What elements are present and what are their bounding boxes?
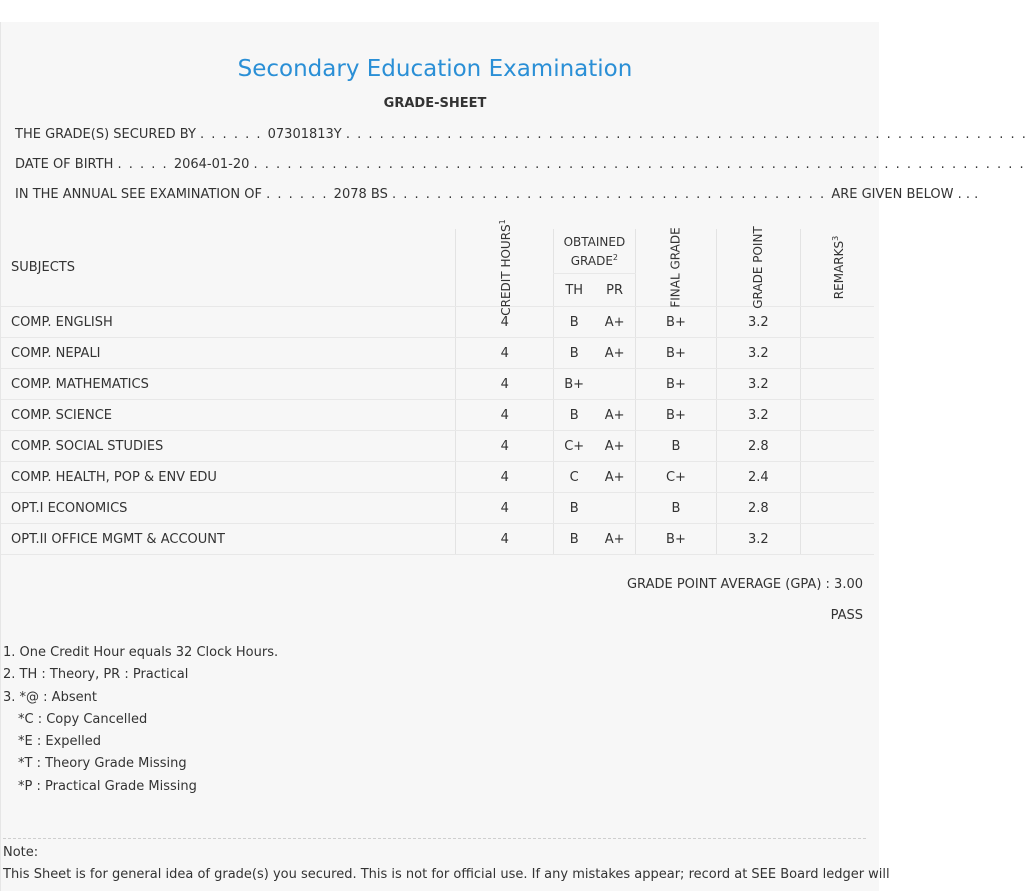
th-grade-cell: B+ — [553, 369, 594, 400]
remarks-cell — [800, 524, 874, 555]
subject-cell: COMP. MATHEMATICS — [1, 369, 456, 400]
grade-point-cell: 3.2 — [717, 524, 801, 555]
obtained-grade-header: OBTAINED GRADE$^2$ — [553, 229, 635, 274]
final-grade-cell: B+ — [635, 307, 716, 338]
grade-point-cell: 2.8 — [717, 431, 801, 462]
final-grade-header: FINAL GRADE — [635, 229, 716, 307]
table-row — [1, 493, 874, 524]
subject-cell: COMP. NEPALI — [1, 338, 456, 369]
th-grade-cell: B — [553, 493, 594, 524]
table-row — [1, 462, 874, 493]
grade-point-cell: 3.2 — [717, 369, 801, 400]
note-item: *E : Expelled — [18, 734, 101, 750]
subject-cell: COMP. SCIENCE — [1, 400, 456, 431]
note-item: *C : Copy Cancelled — [18, 711, 148, 727]
credit-cell: 4 — [456, 338, 554, 369]
th-grade-cell: C+ — [553, 431, 594, 462]
pr-grade-cell: A+ — [594, 431, 635, 462]
final-grade-cell: B — [635, 493, 716, 524]
pr-grade-cell: A+ — [594, 524, 635, 555]
th-grade-cell: C — [553, 462, 594, 493]
th-header: TH — [553, 274, 594, 307]
credit-cell: 4 — [456, 524, 554, 555]
subject-cell: COMP. ENGLISH — [1, 307, 456, 338]
credit-hours-header: CREDIT HOURS$^1$ — [456, 229, 554, 307]
gpa-value: 3.00 — [834, 577, 863, 592]
th-grade-cell: B — [553, 338, 594, 369]
subjects-header: SUBJECTS — [1, 229, 456, 307]
final-grade-cell: B+ — [635, 338, 716, 369]
note-item: *T : Theory Grade Missing — [18, 756, 187, 772]
grade-point-cell: 2.8 — [717, 493, 801, 524]
grade-point-cell: 3.2 — [717, 400, 801, 431]
dob-value: 2064-01-20 — [173, 157, 250, 172]
grade-point-cell: 3.2 — [717, 338, 801, 369]
secured-by-label: THE GRADE(S) SECURED BY — [15, 127, 196, 142]
footer-note-text: This Sheet is for general idea of grade(s) you secured. This is not for official use. If any mistakes appear; record at SEE Board ledger will — [3, 867, 890, 882]
credit-cell: 4 — [456, 307, 554, 338]
subject-cell: COMP. SOCIAL STUDIES — [1, 431, 456, 462]
grade-sheet — [0, 22, 1027, 891]
credit-cell: 4 — [456, 462, 554, 493]
dob-line: DATE OF BIRTH . . . . . 2064-01-20 . . . . . . . . . . . . . . . . . . . . . . . . . . . . . . . . . . . . . . . . . . . . . . . . . . . . . . . . . . . . . . . . . . . . . — [15, 157, 1026, 172]
subject-cell: COMP. HEALTH, POP & ENV EDU — [1, 462, 456, 493]
symbol-number: 07301813Y — [267, 127, 342, 142]
pr-grade-cell — [594, 493, 635, 524]
table-row — [1, 338, 874, 369]
pr-grade-cell: A+ — [594, 400, 635, 431]
final-grade-cell: B+ — [635, 369, 716, 400]
credit-cell: 4 — [456, 400, 554, 431]
grade-point-header: GRADE POINT — [717, 229, 801, 307]
credit-cell: 4 — [456, 493, 554, 524]
remarks-header: REMARKS$^3$ — [800, 229, 874, 307]
divider — [3, 838, 866, 839]
remarks-cell — [800, 462, 874, 493]
pr-grade-cell: A+ — [594, 338, 635, 369]
gpa-line — [627, 577, 863, 592]
secured-by-line: THE GRADE(S) SECURED BY . . . . . . 07301813Y . . . . . . . . . . . . . . . . . . . . . . . . . . . . . . . . . . . . . . . . . . . . . . . . . . . . . . . . . . . . . — [15, 127, 1027, 142]
pr-grade-cell: A+ — [594, 307, 635, 338]
final-grade-cell: B+ — [635, 524, 716, 555]
exam-line: IN THE ANNUAL SEE EXAMINATION OF . . . . . . 2078 BS . . . . . . . . . . . . . . . . . . . . . . . . . . . . . . . . . . . . . . . ARE GIVEN BELOW . . . — [15, 187, 979, 202]
exam-label: IN THE ANNUAL SEE EXAMINATION OF — [15, 187, 262, 202]
note-item: *P : Practical Grade Missing — [18, 778, 197, 794]
pr-grade-cell: A+ — [594, 462, 635, 493]
exam-year: 2078 BS — [333, 187, 388, 202]
table-row — [1, 307, 874, 338]
note-item: 1. One Credit Hour equals 32 Clock Hours. — [3, 645, 279, 660]
th-grade-cell: B — [553, 524, 594, 555]
pr-grade-cell — [594, 369, 635, 400]
remarks-cell — [800, 431, 874, 462]
table-row — [1, 524, 874, 555]
th-grade-cell: B — [553, 400, 594, 431]
legend-notes — [3, 642, 278, 798]
remarks-cell — [800, 493, 874, 524]
result-status: PASS — [830, 608, 863, 623]
final-grade-cell: B — [635, 431, 716, 462]
subject-cell: OPT.II OFFICE MGMT & ACCOUNT — [1, 524, 456, 555]
table-row — [1, 431, 874, 462]
subject-cell: OPT.I ECONOMICS — [1, 493, 456, 524]
pr-header: PR — [594, 274, 635, 307]
remarks-cell — [800, 400, 874, 431]
grade-point-cell: 3.2 — [717, 307, 801, 338]
footer-note-label: Note: — [3, 845, 39, 860]
page-subtitle: GRADE-SHEET — [383, 96, 487, 111]
note-item: 2. TH : Theory, PR : Practical — [3, 667, 189, 683]
grades-table — [1, 218, 874, 555]
remarks-cell — [800, 369, 874, 400]
credit-cell: 4 — [456, 431, 554, 462]
table-row — [1, 369, 874, 400]
given-below: ARE GIVEN BELOW . . . — [831, 187, 979, 202]
remarks-cell — [800, 307, 874, 338]
remarks-cell — [800, 338, 874, 369]
gpa-label: GRADE POINT AVERAGE (GPA) : — [626, 577, 830, 592]
page-title: Secondary Education Examination — [237, 56, 633, 82]
credit-cell: 4 — [456, 369, 554, 400]
dob-label: DATE OF BIRTH — [15, 157, 114, 172]
table-row — [1, 400, 874, 431]
note-item: 3. *@ : Absent — [3, 689, 97, 705]
th-grade-cell: B — [553, 307, 594, 338]
grade-point-cell: 2.4 — [717, 462, 801, 493]
final-grade-cell: C+ — [635, 462, 716, 493]
final-grade-cell: B+ — [635, 400, 716, 431]
